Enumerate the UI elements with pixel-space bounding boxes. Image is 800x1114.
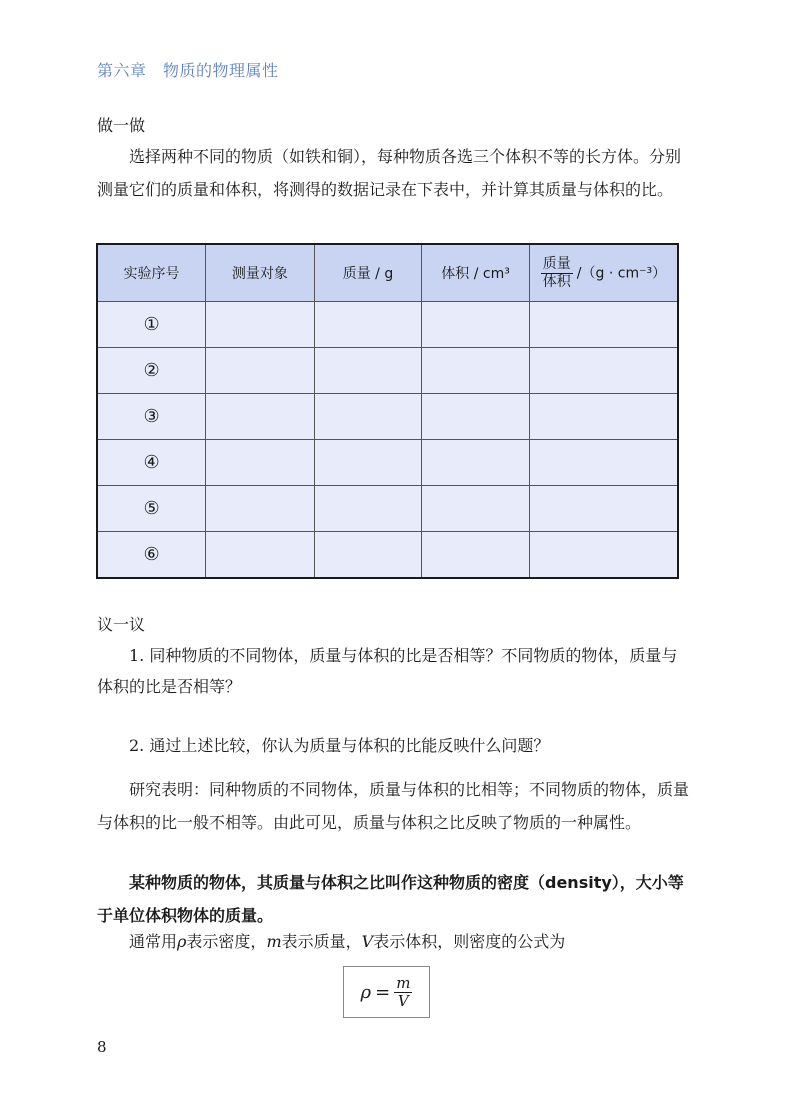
header-index: 实验序号 [97, 244, 206, 302]
row-index: ⑤ [97, 486, 206, 532]
row-index: ④ [97, 440, 206, 486]
density-formula-box [343, 966, 430, 1018]
table-row [97, 486, 678, 532]
cell-volume [422, 440, 530, 486]
formula-equals: = [375, 981, 391, 1003]
ratio-fraction [541, 256, 573, 291]
header-object: 测量对象 [206, 244, 315, 302]
formula-intro-text-1: 通常用 [129, 932, 178, 951]
discussion-title: 议一议 [97, 615, 146, 634]
formula-intro-text-3: 表示质量， [281, 932, 362, 951]
row-index: ③ [97, 394, 206, 440]
formula-lhs: ρ [360, 981, 372, 1003]
ratio-numerator: 质量 [542, 255, 571, 272]
cell-ratio [529, 486, 678, 532]
discussion-question-2: 2. 通过上述比较，你认为质量与体积的比能反映什么问题？ [129, 736, 550, 755]
cell-mass [314, 302, 422, 348]
formula-numerator: m [396, 973, 411, 992]
row-index: ② [97, 348, 206, 394]
formula-denominator: V [397, 991, 409, 1010]
cell-object [206, 486, 315, 532]
formula-intro-text-2: 表示密度， [186, 932, 267, 951]
cell-volume [422, 532, 530, 579]
discussion-question-1: 1. 同种物质的不同物体，质量与体积的比是否相等？不同物质的物体，质量与体积的比是否相等？ [97, 646, 678, 696]
formula-intro [97, 925, 689, 958]
table-header-row [97, 244, 678, 302]
cell-volume [422, 302, 530, 348]
density-definition: 某种物质的物体，其质量与体积之比叫作这种物质的密度（density），大小等于单位体积物体的质量。 [97, 873, 684, 925]
cell-object [206, 532, 315, 579]
cell-ratio [529, 394, 678, 440]
formula-intro-text-4: 表示体积，则密度的公式为 [373, 932, 566, 951]
cell-ratio [529, 348, 678, 394]
ratio-unit: /（g · cm⁻³） [576, 265, 667, 281]
m-symbol: m [266, 932, 282, 951]
data-table [96, 243, 679, 579]
cell-ratio [529, 440, 678, 486]
cell-ratio [529, 302, 678, 348]
header-volume: 体积 / cm³ [422, 244, 530, 302]
cell-volume [422, 486, 530, 532]
cell-volume [422, 348, 530, 394]
cell-mass [314, 394, 422, 440]
cell-mass [314, 440, 422, 486]
activity-title: 做一做 [97, 116, 146, 135]
table-row [97, 348, 678, 394]
table-row [97, 394, 678, 440]
cell-object [206, 440, 315, 486]
cell-object [206, 348, 315, 394]
rho-symbol: ρ [177, 932, 187, 951]
table-row [97, 302, 678, 348]
cell-mass [314, 486, 422, 532]
cell-object [206, 302, 315, 348]
cell-mass [314, 532, 422, 579]
formula-fraction [394, 975, 412, 1010]
table-row [97, 532, 678, 579]
table-row [97, 440, 678, 486]
v-symbol: V [361, 932, 374, 951]
cell-ratio [529, 532, 678, 579]
row-index: ⑥ [97, 532, 206, 579]
header-mass: 质量 / g [314, 244, 422, 302]
activity-instructions: 选择两种不同的物质（如铁和铜），每种物质各选三个体积不等的长方体。分别测量它们的质量和体积，将测得的数据记录在下表中，并计算其质量与体积的比。 [97, 147, 682, 199]
ratio-denominator: 体积 [542, 273, 571, 290]
chapter-header: 第六章 物质的物理属性 [97, 61, 279, 80]
cell-mass [314, 348, 422, 394]
header-ratio [529, 244, 678, 302]
cell-object [206, 394, 315, 440]
conclusion-paragraph: 研究表明：同种物质的不同物体，质量与体积的比相等；不同物质的物体，质量与体积的比一般不相等。由此可见，质量与体积之比反映了物质的一种属性。 [97, 780, 690, 832]
cell-volume [422, 394, 530, 440]
row-index: ① [97, 302, 206, 348]
page-number: 8 [97, 1038, 107, 1056]
